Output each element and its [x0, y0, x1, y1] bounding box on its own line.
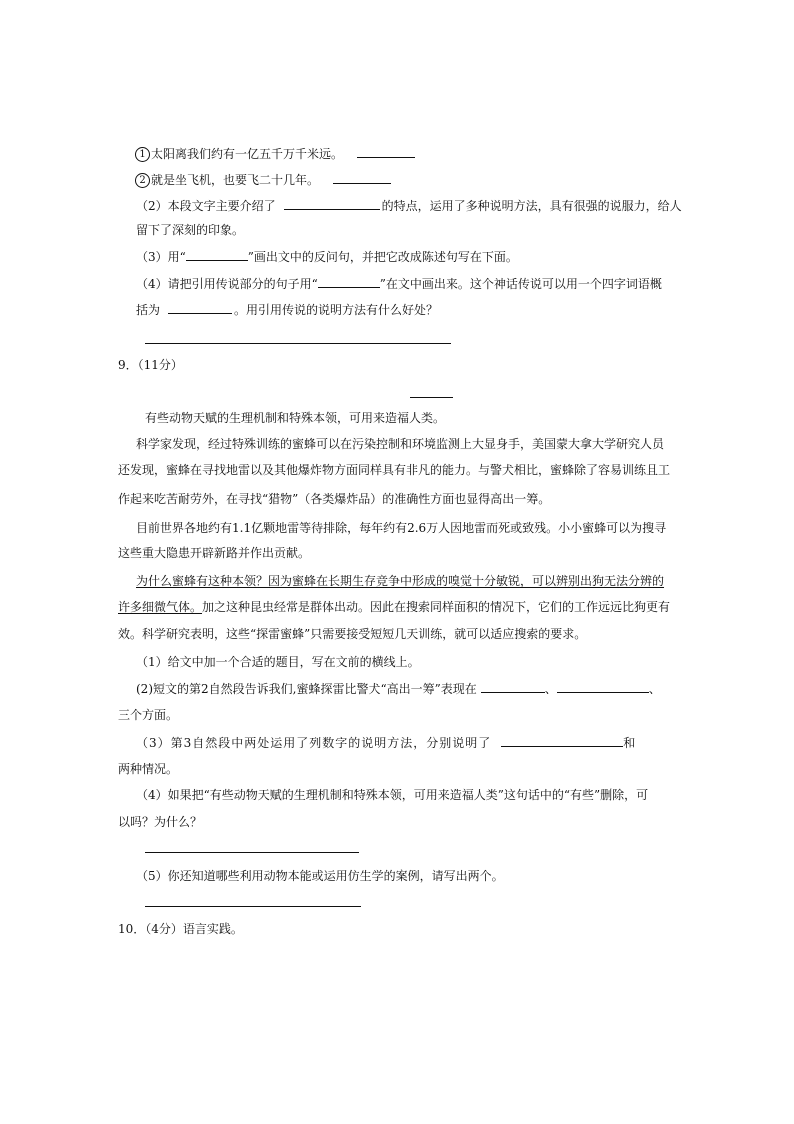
- q8-item-1: [135, 145, 415, 162]
- q8-sub-2-line2: 留下了深刻的印象。: [136, 223, 245, 237]
- q8-sub-4-text-b: ”在文中画出来。这个神话传说可以用一个四字词语概: [379, 277, 662, 291]
- q8-item-2-text: 就是坐飞机，也要飞二十几年。: [151, 173, 320, 187]
- q10-header: 10．（4分）语言实践。: [118, 922, 243, 936]
- q9-sub-1: （1）给文中加一个合适的题目，写在文前的横线上。: [136, 655, 420, 669]
- q8-item-1-text: 太阳离我们约有一亿五千万千米远。: [151, 147, 344, 161]
- q8-sub-4-line2: [136, 301, 438, 318]
- q9-paragraph-4-line2: [118, 599, 670, 615]
- q8-item-2: [135, 171, 391, 188]
- q8-sub-2-text-b: 的特点，运用了多种说明方法，具有很强的说服力，给人: [381, 199, 682, 213]
- answer-blank[interactable]: [481, 680, 545, 693]
- q8-sub-4-text-d: 。用引用传说的说明方法有什么好处？: [234, 303, 439, 317]
- q8-sub-2-line1: [136, 197, 682, 214]
- underlined-phrase: 许多细微气体。: [118, 600, 203, 614]
- q9-paragraph-2-line1: 科学家发现，经过特殊训练的蜜蜂可以在污染控制和环境监测上大显身手，美国蒙大拿大学研究人员: [136, 437, 665, 451]
- q9-paragraph-2-line3: 作起来吃苦耐劳外，在寻找“猎物”（各类爆炸品）的准确性方面也显得高出一筹。: [118, 492, 551, 506]
- title-blank-line[interactable]: [410, 397, 453, 398]
- q9-paragraph-4-line2-text: 加之这种昆虫经常是群体出动。因此在搜索同样面积的情况下，它们的工作远远比狗更有: [202, 600, 671, 614]
- q9-sub-4-line1: （4）如果把“有些动物天赋的生理机制和特殊本领，可用来造福人类”这句话中的“有些”删除，可: [136, 788, 649, 802]
- answer-blank[interactable]: [333, 171, 391, 184]
- q9-paragraph-4-line3: 效。科学研究表明，这些“探雷蜜蜂”只需要接受短短几天训练，就可以适应搜索的要求。: [118, 627, 587, 641]
- q9-paragraph-2-line2: 还发现，蜜蜂在寻找地雷以及其他爆炸物方面同样具有非凡的能力。与警犬相比，蜜蜂除了容易训练且工: [118, 463, 671, 477]
- q8-sub-3-text-b: ”画出文中的反问句，并把它改成陈述句写在下面。: [247, 250, 518, 264]
- answer-blank[interactable]: [557, 680, 649, 693]
- q9-sub-3-line2: 两种情况。: [118, 762, 179, 776]
- q9-paragraph-1: 有些动物天赋的生理机制和特殊本领，可用来造福人类。: [145, 411, 446, 425]
- q8-sub-2-text-a: （2）本段文字主要介绍了: [136, 199, 276, 213]
- q8-sub-4-text-a: （4）请把引用传说部分的句子用“: [136, 277, 318, 291]
- answer-blank[interactable]: [357, 145, 415, 158]
- q9-sub-2-text-a: (2)短文的第2自然段告诉我们,蜜蜂探雷比警犬“高出一筹”表现在: [136, 682, 477, 696]
- answer-line[interactable]: [145, 343, 451, 344]
- q8-sub-4-text-c: 括为: [136, 303, 161, 317]
- q9-paragraph-3-line1: 目前世界各地约有1.1亿颗地雷等待排除，每年约有2.6万人因地雷而死或致残。小小蜜蜂可以为搜寻: [136, 521, 667, 535]
- circled-number: 1: [135, 147, 150, 162]
- q9-sub-4-line2: 以吗？为什么？: [118, 815, 203, 829]
- q9-sub-5: （5）你还知道哪些利用动物本能或运用仿生学的案例，请写出两个。: [136, 869, 504, 883]
- answer-blank[interactable]: [501, 734, 623, 747]
- q9-header: 9．（11分）: [118, 358, 183, 372]
- answer-blank[interactable]: [284, 197, 380, 210]
- q9-sub-3-text-a: （3）第3自然段中两处运用了列数字的说明方法，分别说明了: [136, 736, 492, 750]
- q9-paragraph-3-line2: 这些重大隐患开辟新路并作出贡献。: [118, 546, 311, 560]
- q9-sub-3-line1: [136, 734, 636, 751]
- q8-sub-4-line1: [136, 275, 662, 292]
- q8-sub-3-text-a: （3）用“: [136, 250, 186, 264]
- answer-line[interactable]: [145, 852, 359, 853]
- q9-sub-2-line1: [136, 680, 661, 697]
- circled-number: 2: [135, 173, 150, 188]
- q8-sub-3: [136, 248, 518, 265]
- separator: 、: [648, 682, 661, 696]
- answer-line[interactable]: [145, 906, 361, 907]
- answer-blank[interactable]: [168, 301, 232, 314]
- q9-sub-2-line2: 三个方面。: [118, 708, 179, 722]
- answer-blank[interactable]: [318, 275, 380, 288]
- q9-paragraph-4-line1: 为什么蜜蜂有这种本领？因为蜜蜂在长期生存竞争中形成的嗅觉十分敏锐，可以辨别出狗无法分辨的: [136, 574, 665, 588]
- answer-blank[interactable]: [186, 248, 248, 261]
- separator: 、: [544, 682, 557, 696]
- q9-sub-3-text-b: 和: [623, 736, 637, 750]
